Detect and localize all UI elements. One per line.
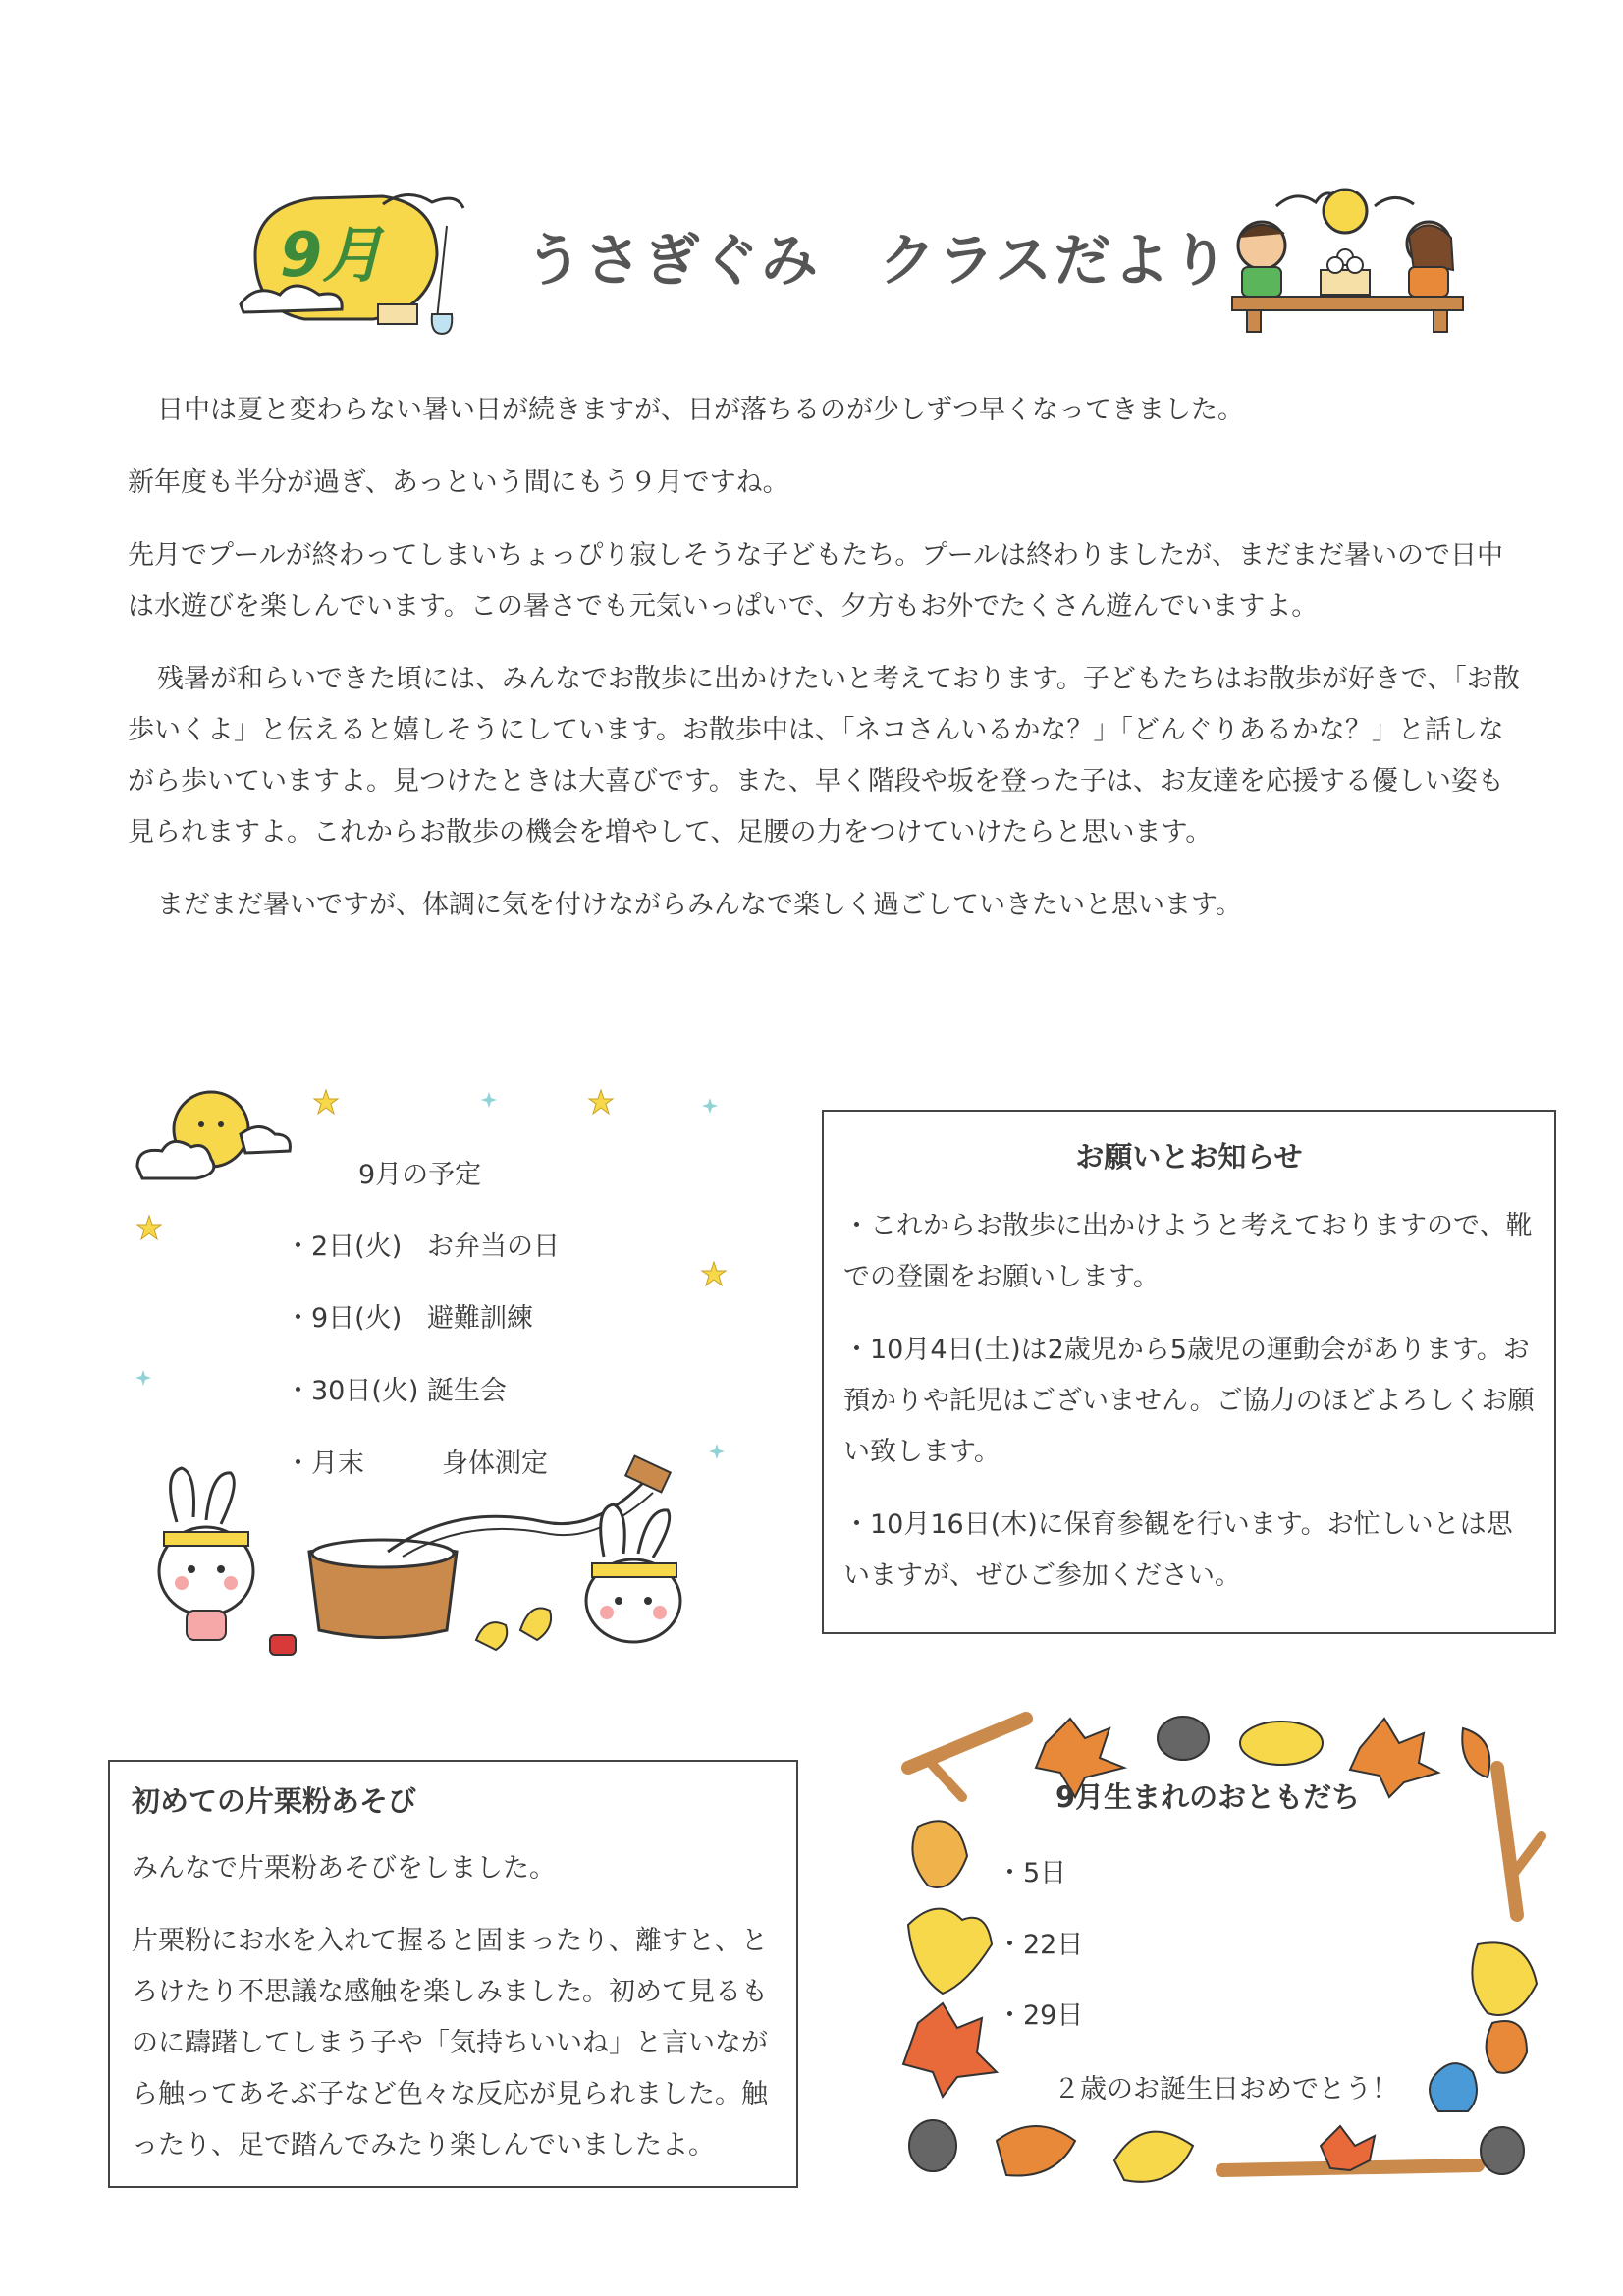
schedule-title: 9月の予定 [358, 1160, 482, 1190]
intro-paragraph: 残暑が和らいできた頃には、みんなでお散歩に出かけたいと考えております。子どもたちはお散歩が好きで、「お散歩いくよ」と伝えると嬉しそうにしています。お散歩中は、「ネコさんいるかな？」「どんぐりあるかな？」と話しながら歩いていますよ。見つけたときは大喜びです。また、早く階段や坂を登った子は、お友達を応援する優しい姿も見られますよ。これからお散歩の機会を増やして、足腰の力をつけていけたらと思います。 [128, 664, 1520, 847]
month-badge-text: 9月 [280, 219, 384, 291]
birthday-title: 9月生まれのおともだち [1055, 1780, 1361, 1814]
schedule-date: ・9日(火) [285, 1303, 403, 1334]
sparkle-icon [709, 1444, 725, 1459]
notice-box [822, 1110, 1556, 1634]
schedule-item [285, 1232, 560, 1262]
birthday-date: ・29日 [997, 2000, 1084, 2031]
sparkle-icon [481, 1092, 497, 1108]
autumn-leaves-frame [889, 1699, 1566, 2200]
birthday-date: ・22日 [997, 1930, 1084, 1960]
schedule-event: 避難訓練 [427, 1303, 533, 1334]
schedule-date: ・2日(火) [285, 1231, 403, 1262]
activity-title: 初めての片栗粉あそび [132, 1784, 417, 1818]
notice-item: ・10月16日(木)に保育参観を行います。お忙しいとは思いますが、ぜひご参加ください。 [843, 1509, 1513, 1591]
header [0, 0, 1623, 354]
notice-title: お願いとお知らせ [1075, 1140, 1303, 1174]
intro-paragraph: 先月でプールが終わってしまいちょっぴり寂しそうな子どもたち。プールは終わりましたが、まだまだ暑いので日中は水遊びを楽しんでいます。この暑さでも元気いっぱいで、夕方もお外でたくさん遊んでいますよ。 [128, 540, 1504, 622]
schedule-date: ・30日(火) [285, 1376, 419, 1406]
birthday-message: ２歳のお誕生日おめでとう！ [1054, 2074, 1398, 2105]
schedule-event: 誕生会 [427, 1376, 507, 1406]
notice-item: ・これからお散歩に出かけようと考えておりますので、靴での登園をお願いします。 [843, 1211, 1533, 1292]
rabbits-mochi-icon [133, 1463, 741, 1660]
schedule-event: お弁当の日 [427, 1231, 560, 1262]
activity-box [108, 1760, 798, 2188]
page-title: うさぎぐみ クラスだより [525, 227, 1231, 294]
intro-text [128, 385, 1522, 953]
intro-paragraph: まだまだ暑いですが、体調に気を付けながらみんなで楽しく過ごしていきたいと思います。 [157, 890, 1242, 920]
birthday-section [889, 1699, 1566, 2200]
intro-paragraph: 新年度も半分が過ぎ、あっという間にもう９月ですね。 [128, 467, 789, 498]
schedule-item [285, 1377, 507, 1406]
star-icon [314, 1090, 338, 1114]
moon-cloud-icon [128, 1080, 295, 1188]
sparkle-icon [702, 1098, 718, 1114]
schedule-date: ・月末 [285, 1449, 364, 1479]
activity-paragraph: 片栗粉にお水を入れて握ると固まったり、離すと、とろけたり不思議な感触を楽しみました。初めて見るものに躊躇してしまう子や「気持ちいいね」と言いながら触ってあそぶ子など色々な反応が見られました。触ったり、足で踏んでみたり楽しんでいましたよ。 [132, 1926, 768, 2160]
star-icon [137, 1216, 161, 1239]
star-icon [589, 1090, 613, 1114]
sparkle-icon [135, 1370, 151, 1386]
intro-paragraph: 日中は夏と変わらない暑い日が続きますが、日が落ちるのが少しずつ早くなってきました。 [157, 395, 1244, 425]
star-icon [702, 1262, 726, 1285]
activity-paragraph: みんなで片栗粉あそびをしました。 [132, 1853, 556, 1884]
moon-viewing-children-icon [1217, 177, 1473, 344]
birthday-date: ・5日 [997, 1858, 1067, 1888]
notice-item: ・10月4日(土)は2歳児から5歳児の運動会があります。お預かりや託児はございません。ご協力のほどよろしくお願い致します。 [843, 1335, 1535, 1467]
schedule-section [118, 1070, 746, 1660]
schedule-event: 身体測定 [442, 1449, 548, 1479]
schedule-item [285, 1304, 533, 1334]
